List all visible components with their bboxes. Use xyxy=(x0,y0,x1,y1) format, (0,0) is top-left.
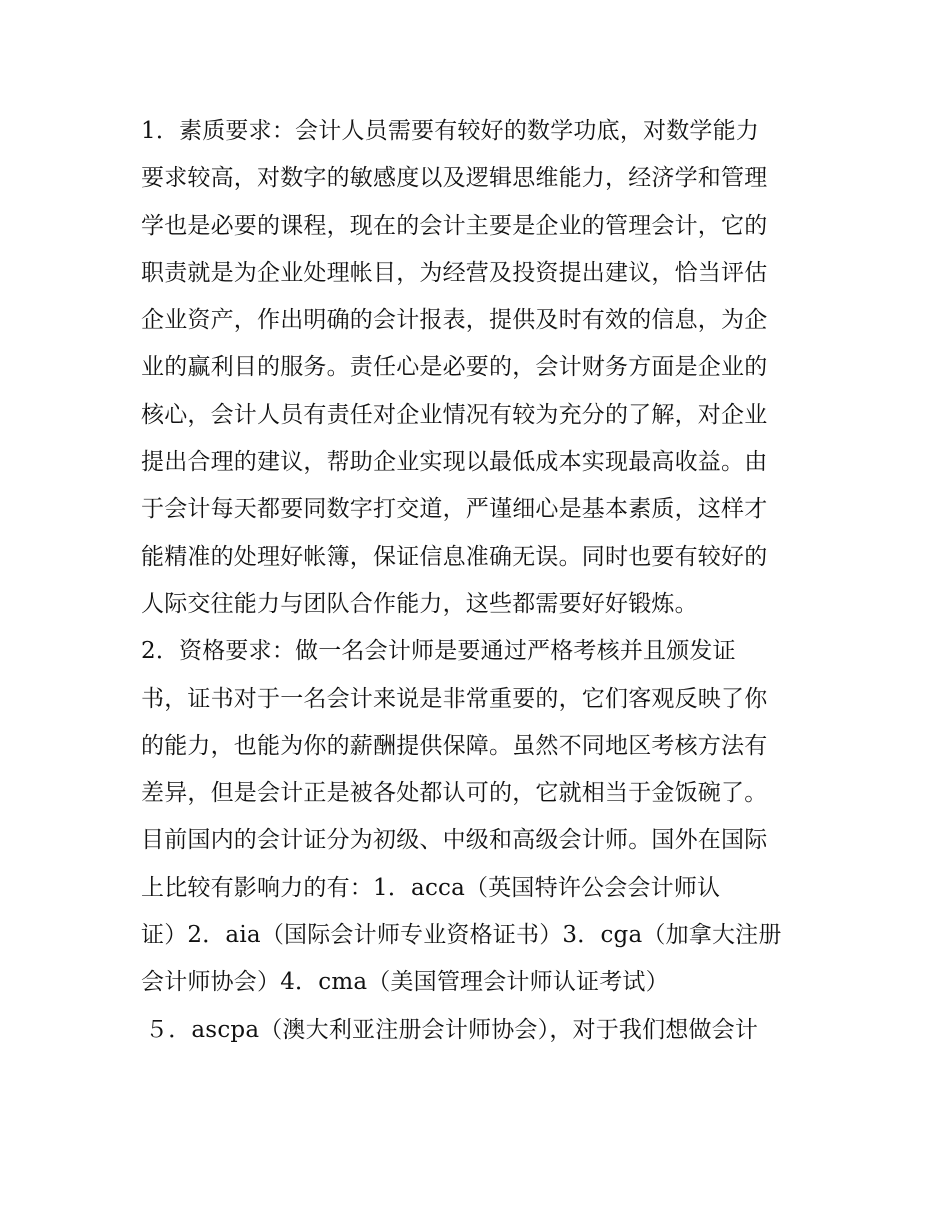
text-line: 2．资格要求：做一名会计师是要通过严格考核并且颁发证 xyxy=(141,638,736,665)
text-line: 证）2．aia（国际会计师专业资格证书）3．cga（加拿大注册 xyxy=(141,922,782,949)
text-line: 要求较高，对数字的敏感度以及逻辑思维能力，经济学和管理 xyxy=(141,165,768,192)
text-line: 职责就是为企业处理帐目，为经营及投资提出建议，恰当评估 xyxy=(141,259,768,286)
text-line: 会计师协会）4．cma（美国管理会计师认证考试） xyxy=(141,969,669,996)
text-line: 书，证书对于一名会计来说是非常重要的，它们客观反映了你 xyxy=(141,685,768,712)
text-line: 能精准的处理好帐簿，保证信息准确无误。同时也要有较好的 xyxy=(141,543,768,570)
text-line: 人际交往能力与团队合作能力，这些都需要好好锻炼。 xyxy=(141,590,698,617)
text-line: 上比较有影响力的有：1．acca（英国特许公会会计师认 xyxy=(141,874,721,901)
text-line: 差异，但是会计正是被各处都认可的，它就相当于金饭碗了。 xyxy=(141,780,768,807)
body-text xyxy=(141,108,831,1054)
text-line: 于会计每天都要同数字打交道，严谨细心是基本素质，这样才 xyxy=(141,496,768,523)
text-line: 提出合理的建议，帮助企业实现以最低成本实现最高收益。由 xyxy=(141,449,768,476)
text-line: ５．ascpa（澳大利亚注册会计师协会），对于我们想做会计 xyxy=(145,1016,759,1043)
text-line: 目前国内的会计证分为初级、中级和高级会计师。国外在国际 xyxy=(141,827,768,854)
text-line: 业的赢利目的服务。责任心是必要的，会计财务方面是企业的 xyxy=(141,354,768,381)
text-line: 的能力，也能为你的薪酬提供保障。虽然不同地区考核方法有 xyxy=(141,732,768,759)
text-line: 学也是必要的课程，现在的会计主要是企业的管理会计，它的 xyxy=(141,212,768,239)
text-line: 核心，会计人员有责任对企业情况有较为充分的了解，对企业 xyxy=(141,401,768,428)
text-line: 企业资产，作出明确的会计报表，提供及时有效的信息，为企 xyxy=(141,307,768,334)
text-line: 1．素质要求：会计人员需要有较好的数学功底，对数学能力 xyxy=(141,118,760,144)
